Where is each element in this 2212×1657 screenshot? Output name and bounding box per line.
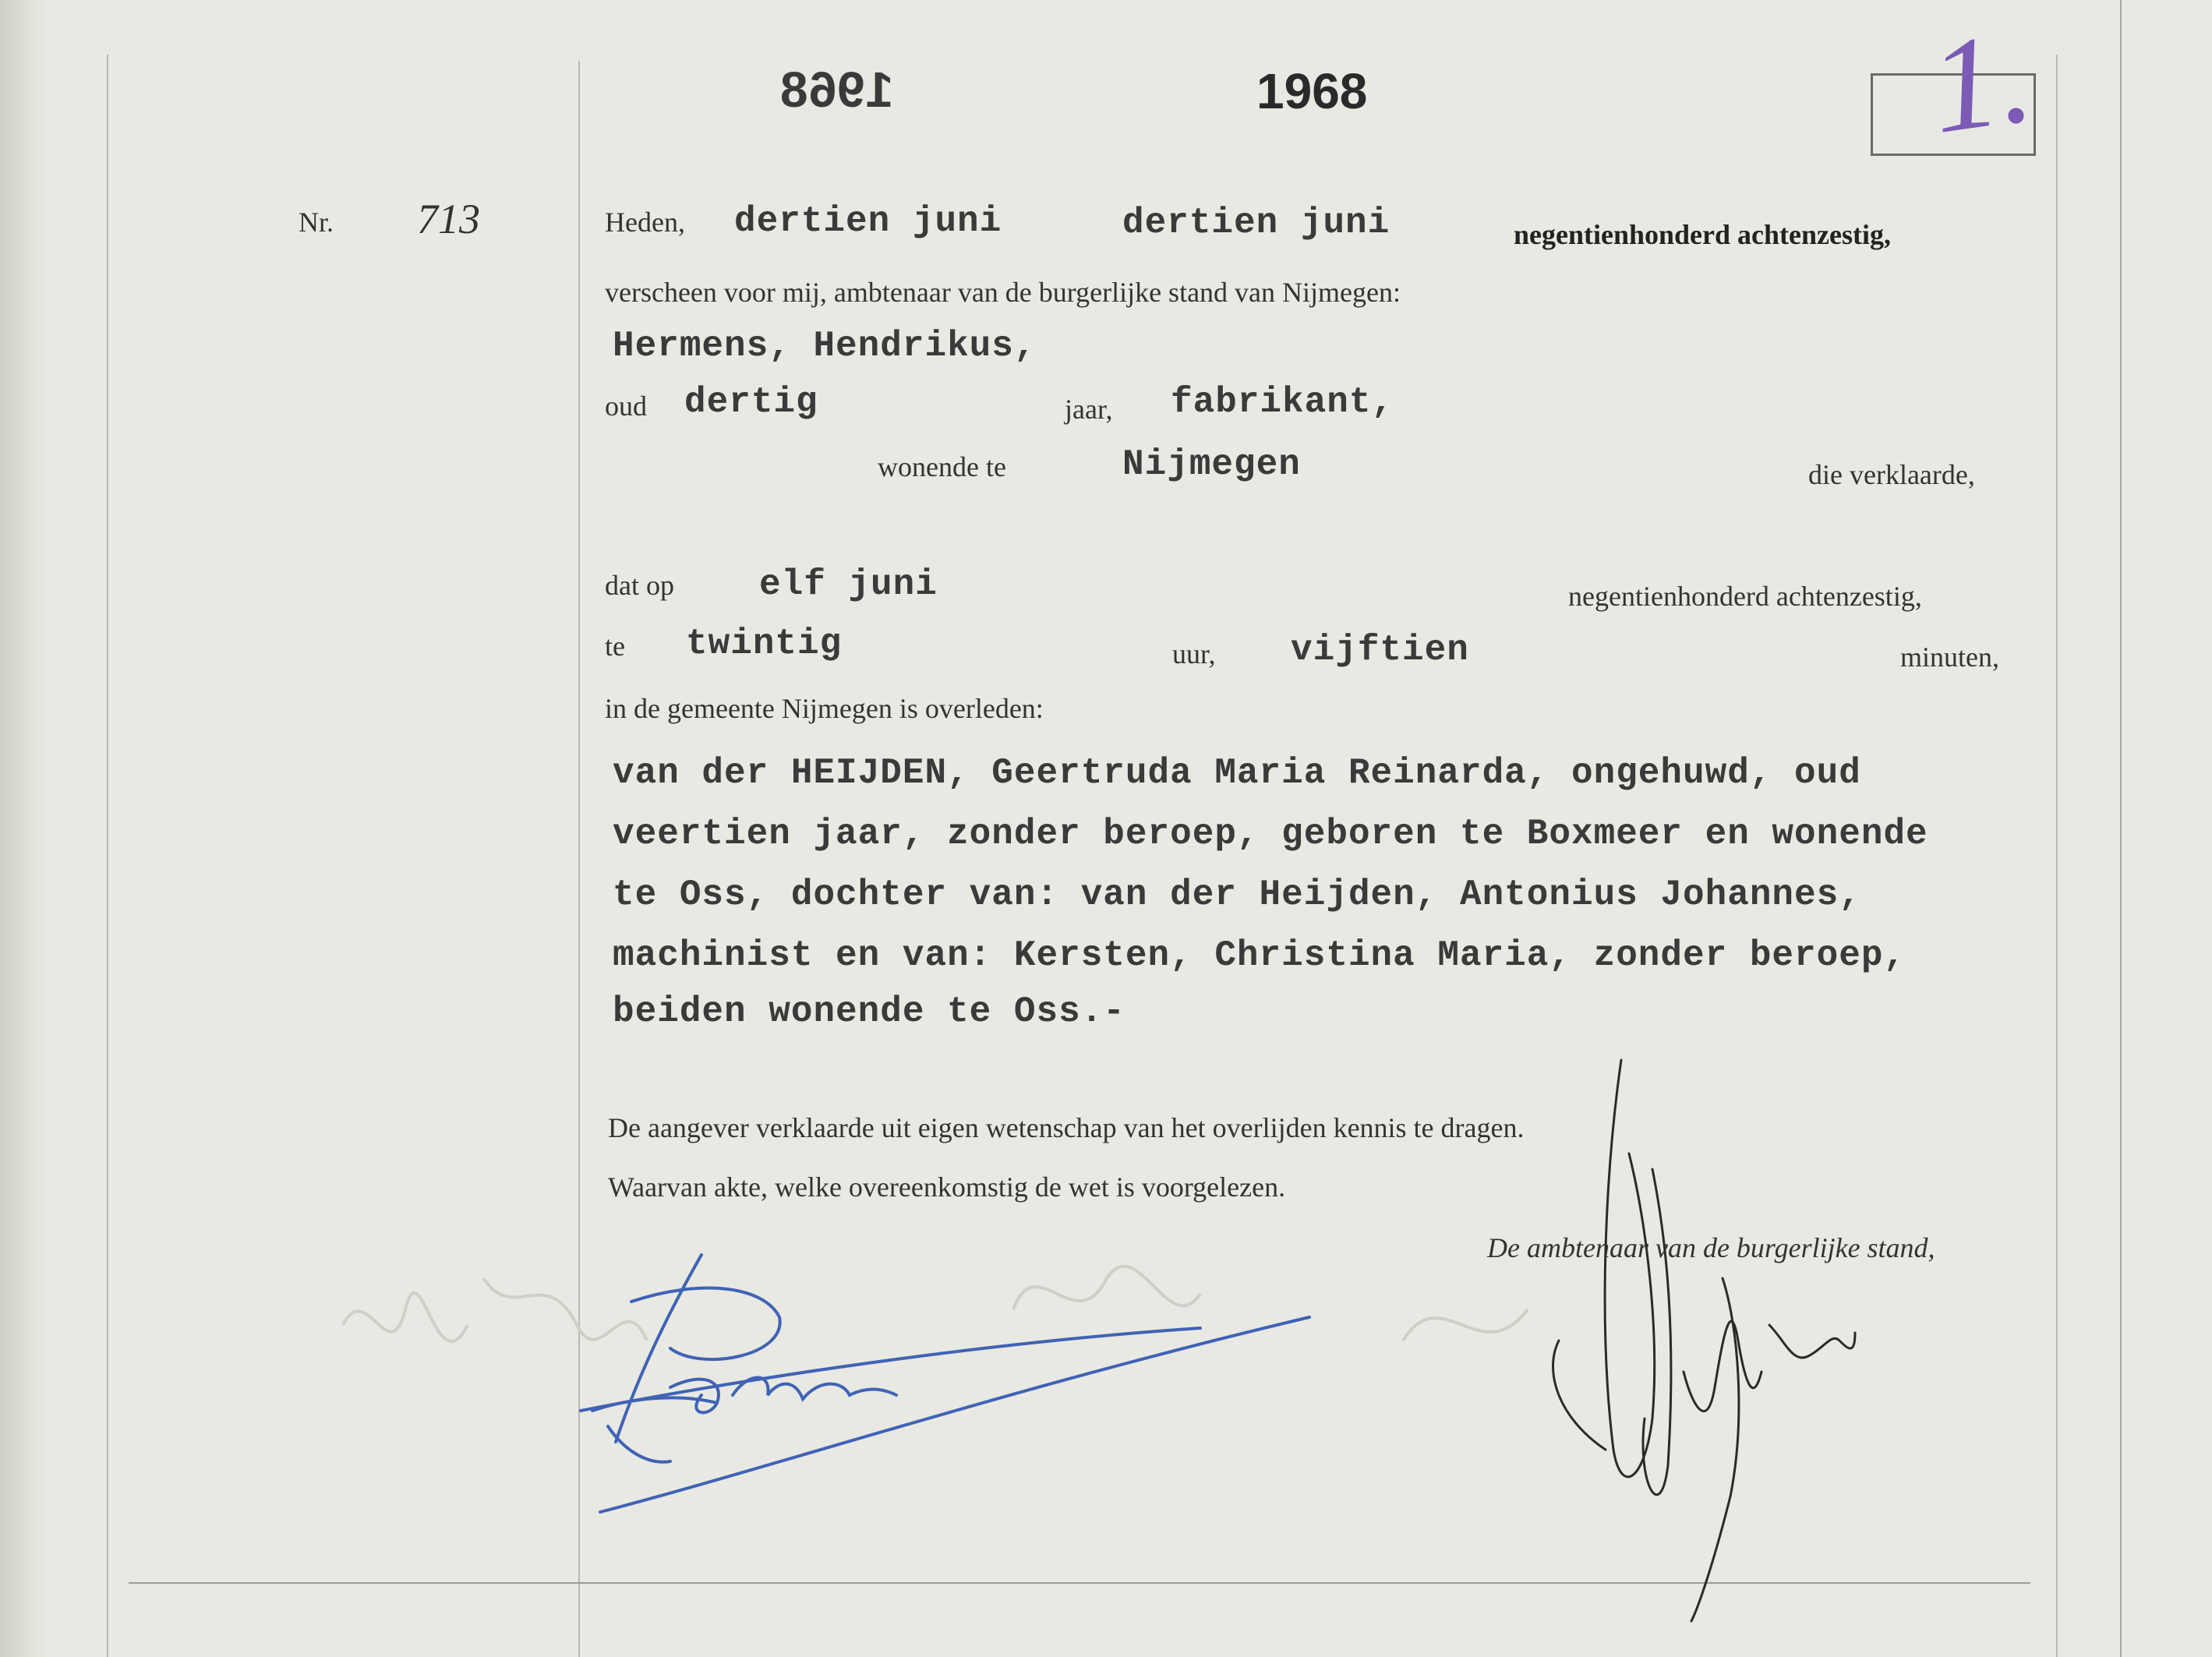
register-number: 713 <box>417 196 480 242</box>
deceased-line-2: veertien jaar, zonder beroep, geboren te Boxmeer en wonende <box>613 814 1928 854</box>
bleed-through-typed-text: dertien juni <box>1122 203 1390 243</box>
declarant-occupation: fabrikant, <box>1171 382 1394 422</box>
death-date: elf juni <box>759 564 938 605</box>
death-hour: twintig <box>686 624 843 664</box>
deed-read-statement: Waarvan akte, welke overeenkomstig de wet is voorgelezen. <box>608 1171 1286 1203</box>
declarant-age: dertig <box>684 382 818 422</box>
deceased-line-3: te Oss, dochter van: van der Heijden, Antonius Johannes, <box>613 874 1861 915</box>
corner-mark: 1. <box>1921 2 2041 161</box>
declarant-knowledge-statement: De aangever verklaarde uit eigen wetenschap van het overlijden kennis te dragen. <box>608 1112 1525 1143</box>
death-place-statement: in de gemeente Nijmegen is overleden: <box>605 693 1044 724</box>
age-prefix: oud <box>605 390 647 422</box>
official-signature <box>1553 1060 1856 1621</box>
death-minutes: vijftien <box>1291 630 1469 670</box>
deceased-line-4: machinist en van: Kersten, Christina Maria, zonder beroep, <box>613 935 1906 976</box>
official-title: De ambtenaar van de burgerlijke stand, <box>1487 1232 1935 1263</box>
line1-prefix: Heden, <box>605 207 685 238</box>
deceased-line-5: beiden wonende te Oss.- <box>613 991 1125 1032</box>
page-year: 1968 <box>1256 63 1368 119</box>
time-prefix: te <box>605 631 625 662</box>
age-unit: jaar, <box>1065 394 1113 425</box>
register-label: Nr. <box>299 207 334 238</box>
appearance-statement: verscheen voor mij, ambtenaar van de burgerlijke stand van Nijmegen: <box>605 277 1401 308</box>
death-date-prefix: dat op <box>605 570 674 601</box>
bleed-through-signatures <box>343 1267 1528 1341</box>
declared-suffix: die verklaarde, <box>1808 459 1975 490</box>
declarant-name: Hermens, Hendrikus, <box>613 326 1037 366</box>
death-year-words: negentienhonderd achtenzestig, <box>1568 581 1922 612</box>
declarant-signature <box>581 1255 1309 1512</box>
declarant-residence: Nijmegen <box>1122 444 1301 485</box>
bleed-through-year: 1968 <box>779 62 894 118</box>
registration-date: dertien juni <box>734 201 1002 242</box>
residence-prefix: wonende te <box>878 451 1006 482</box>
minutes-unit: minuten, <box>1900 641 1999 673</box>
hour-unit: uur, <box>1172 638 1216 670</box>
registration-year-words: negentienhonderd achtenzestig, <box>1514 219 1891 250</box>
deceased-line-1: van der HEIJDEN, Geertruda Maria Reinarda, ongehuwd, oud <box>613 753 1861 793</box>
